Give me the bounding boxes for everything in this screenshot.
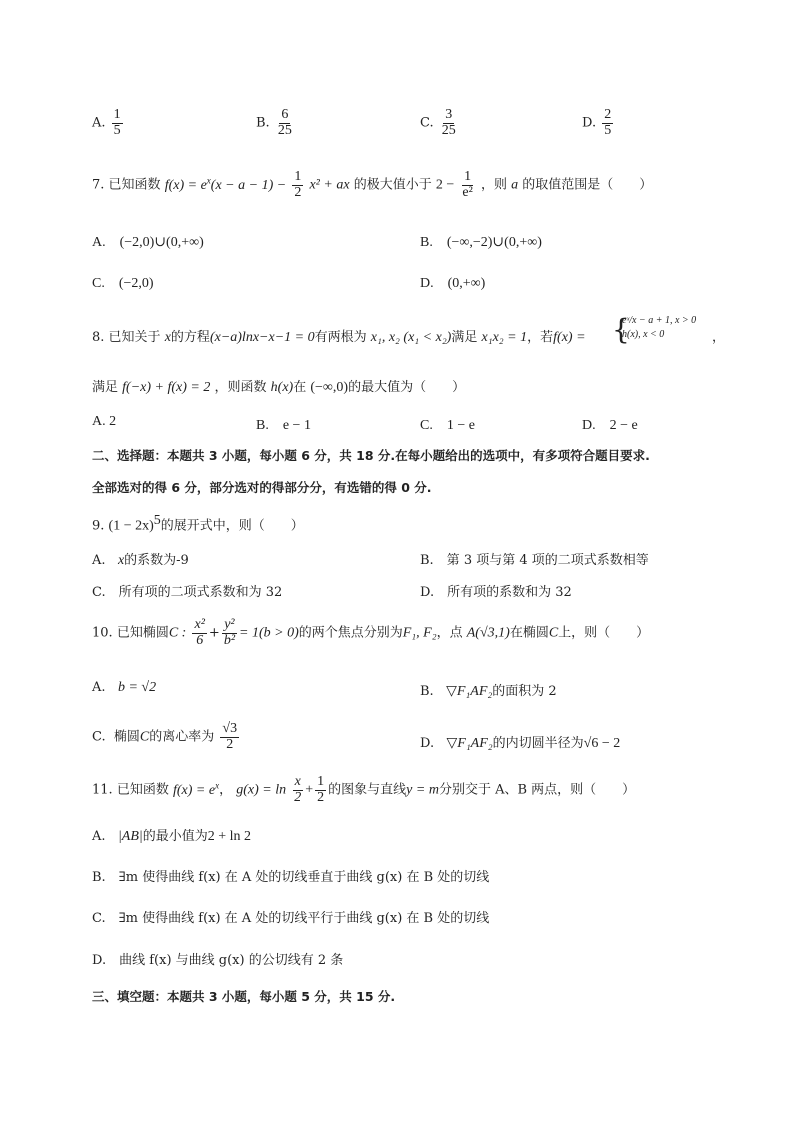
q8-stem-line1: 8. 已知关于 x的方程(x−a)lnx−x−1 = 0有两根为 x₁, x₂ (x₁ < x₂)满足 x₁x₂ = 1，若f(x) = [92,330,586,345]
q11-half-fraction: $\frac{1}{2}$ [317,774,325,805]
q7-option-d[interactable]: D. (0,+∞) [420,276,486,291]
q7-option-a[interactable]: A. (−2,0)∪(0,+∞) [92,235,204,250]
q9-option-c[interactable]: C. 所有项的二项式系数和为 32 [92,585,283,600]
q10-x-fraction: $\frac{\text{x²}}{6}$ [194,617,205,648]
q6-option-b[interactable]: B. $\frac{6}{25}$ [256,107,292,138]
q11-option-a[interactable]: A. |AB|的最小值为2 + ln 2 [92,829,252,844]
q7-option-b[interactable]: B. (−∞,−2)∪(0,+∞) [420,235,542,250]
q10-y-fraction: $\frac{\text{y²}}{\text{b²}}$ [223,617,236,648]
section-3-header: 三、填空题：本题共 3 小题，每小题 5 分，共 15 分. [92,989,396,1004]
q8-stem-line2: 满足 f(−x) + f(x) = 2 ，则函数 h(x)在 (−∞,0)的最大值为（ ） [92,380,466,395]
q7-option-c[interactable]: C. (−2,0) [92,276,154,291]
q8-option-a[interactable]: A. 2 [92,414,117,429]
q8-piecewise: { eˣ/x − a + 1, x > 0 h(x), x < 0 [612,313,697,346]
q6-d-fraction: $\frac{2}{5}$ [604,107,612,138]
q7-half-fraction: $\frac{1}{2}$ [294,169,302,200]
q11-option-c[interactable]: C. ∃m 使得曲线 f(x) 在 A 处的切线平行于曲线 g(x) 在 B 处的切线 [92,911,490,926]
q11-x-half-fraction: $\frac{x}{2}$ [294,774,302,805]
q6-option-d[interactable]: D. $\frac{2}{5}$ [582,107,612,138]
q6-option-c[interactable]: C. $\frac{3}{25}$ [420,107,456,138]
q9-option-d[interactable]: D. 所有项的系数和为 32 [420,585,572,600]
q9-option-b[interactable]: B. 第 3 项与第 4 项的二项式系数相等 [420,553,649,568]
q7-stem: 7. 已知函数 $f(x) = e^x(x - a - 1)$ − $\frac{1}{2}$ x² + ax 的极大值小于 2 − $\frac{1}{\text{e²}}$ ，则 a 的取值范围是（ ） [92,169,653,200]
q11-option-d[interactable]: D. 曲线 f(x) 与曲线 g(x) 的公切线有 2 条 [92,953,344,968]
q11-stem: 11. 已知函数 $f(x) = e^x$， g(x) = ln $\frac{x}{2}$ + $\frac{1}{2}$ 的图象与直线y = m分别交于 A、B 两点，则（ ） [92,774,636,805]
q7-e-fraction: $\frac{1}{\text{e²}}$ [462,169,473,200]
q9-option-a[interactable]: A. x的系数为-9 [92,553,189,568]
q10-stem: 10. 已知椭圆C : $\frac{\text{x²}}{6}$ + $\frac{\text{y²}}{\text{b²}}$ = 1(b > 0)的两个焦点分别为F₁, F₂，点 A(√3,1)在椭圆C上，则（ ） [92,617,650,648]
q10-option-c[interactable]: C. 椭圆C的离心率为 $\frac{√3}{2}$ [92,721,238,752]
q8-option-d[interactable]: D. 2 − e [582,418,638,433]
q6-a-fraction: $\frac{1}{5}$ [113,107,121,138]
section-2-header-line2: 全部选对的得 6 分，部分选对的得部分分，有选错的得 0 分. [92,480,432,495]
exam-page: A. $\frac{1}{5}$ B. $\frac{6}{25}$ C. $\frac{3}{25}$ D. $\frac{2}{5}$ 7. 已知函数 $f(x) = e^x(x - a - 1)$ − $\frac{1}{2}$ x² + ax 的极大值小于 2 − $\frac{1}{\text{e²}}$ ，则 a 的取值范围是（ ） A. (−2,0)∪(0,+∞) B. (−∞,−2)∪(0,+∞) C. (−2,0) D. (0,+∞) 8. 已知关于 x的方程(x−a)lnx−x−1 = 0有两根为 x₁, x₂ (x₁ < x₂)满足 x₁x₂ = 1，若f(x) = { eˣ/x − a + 1, x > 0 h(x), x < 0 ， 满足 f(−x) + f(x) = 2 ，则函数 h(x)在 (−∞,0)的最大值为（ ） A. 2 B. e − 1 C. 1 − e D. 2 − e 二、选择题：本题共 3 小题，每小题 6 分，共 18 分.在每小题给出的选项中，有多项符合题目要求. 全部选对的得 6 分，部分选对的得部分分，有选错的得 0 分. 9. $(1 - 2x)^5$的展开式中，则（ ） A. x的系数为-9 B. 第 3 项与第 4 项的二项式系数相等 C. 所有项的二项式系数和为 32 D. 所有项的系数和为 32 10. 已知椭圆C : $\frac{\text{x²}}{6}$ + $\frac{\text{y²}}{\text{b²}}$ = 1(b > 0)的两个焦点分别为F₁, F₂，点 A(√3,1)在椭圆C上，则（ ） A. b = √2 B. ▽F₁AF₂的面积为 2 C. 椭圆C的离心率为 $\frac{√3}{2}$ D. ▽F₁AF₂的内切圆半径为√6 − 2 11. 已知函数 $f(x) = e^x$， g(x) = ln $\frac{x}{2}$ + $\frac{1}{2}$ 的图象与直线y = m分别交于 A、B 两点，则（ ） A. |AB|的最小值为2 + ln 2 B. ∃m 使得曲线 f(x) 在 A 处的切线垂直于曲线 g(x) 在 B 处的切线 C. ∃m 使得曲线 f(x) 在 A 处的切线平行于曲线 g(x) 在 B 处的切线 D. 曲线 f(x) 与曲线 g(x) 的公切线有 2 条 三、填空题：本题共 3 小题，每小题 5 分，共 15 分. [92,107,726,1004]
q10-option-d[interactable]: D. ▽F₁AF₂的内切圆半径为√6 − 2 [420,736,621,751]
q11-option-b[interactable]: B. ∃m 使得曲线 f(x) 在 A 处的切线垂直于曲线 g(x) 在 B 处的切线 [92,870,490,885]
q6-option-a[interactable]: A. $\frac{1}{5}$ [92,107,121,138]
q10-eccentricity-fraction: $\frac{√3}{2}$ [222,721,238,752]
q10-option-a[interactable]: A. b = √2 [92,680,157,695]
q8-option-c[interactable]: C. 1 − e [420,418,475,433]
q6-b-fraction: $\frac{6}{25}$ [277,107,292,138]
q9-stem: 9. $(1 - 2x)^5$的展开式中，则（ ） [92,513,304,534]
q8-option-b[interactable]: B. e − 1 [256,418,311,433]
q10-option-b[interactable]: B. ▽F₁AF₂的面积为 2 [420,684,557,699]
section-2-header-line1: 二、选择题：本题共 3 小题，每小题 6 分，共 18 分.在每小题给出的选项中，有多项符合题目要求. [92,448,650,463]
q6-c-fraction: $\frac{3}{25}$ [441,107,456,138]
